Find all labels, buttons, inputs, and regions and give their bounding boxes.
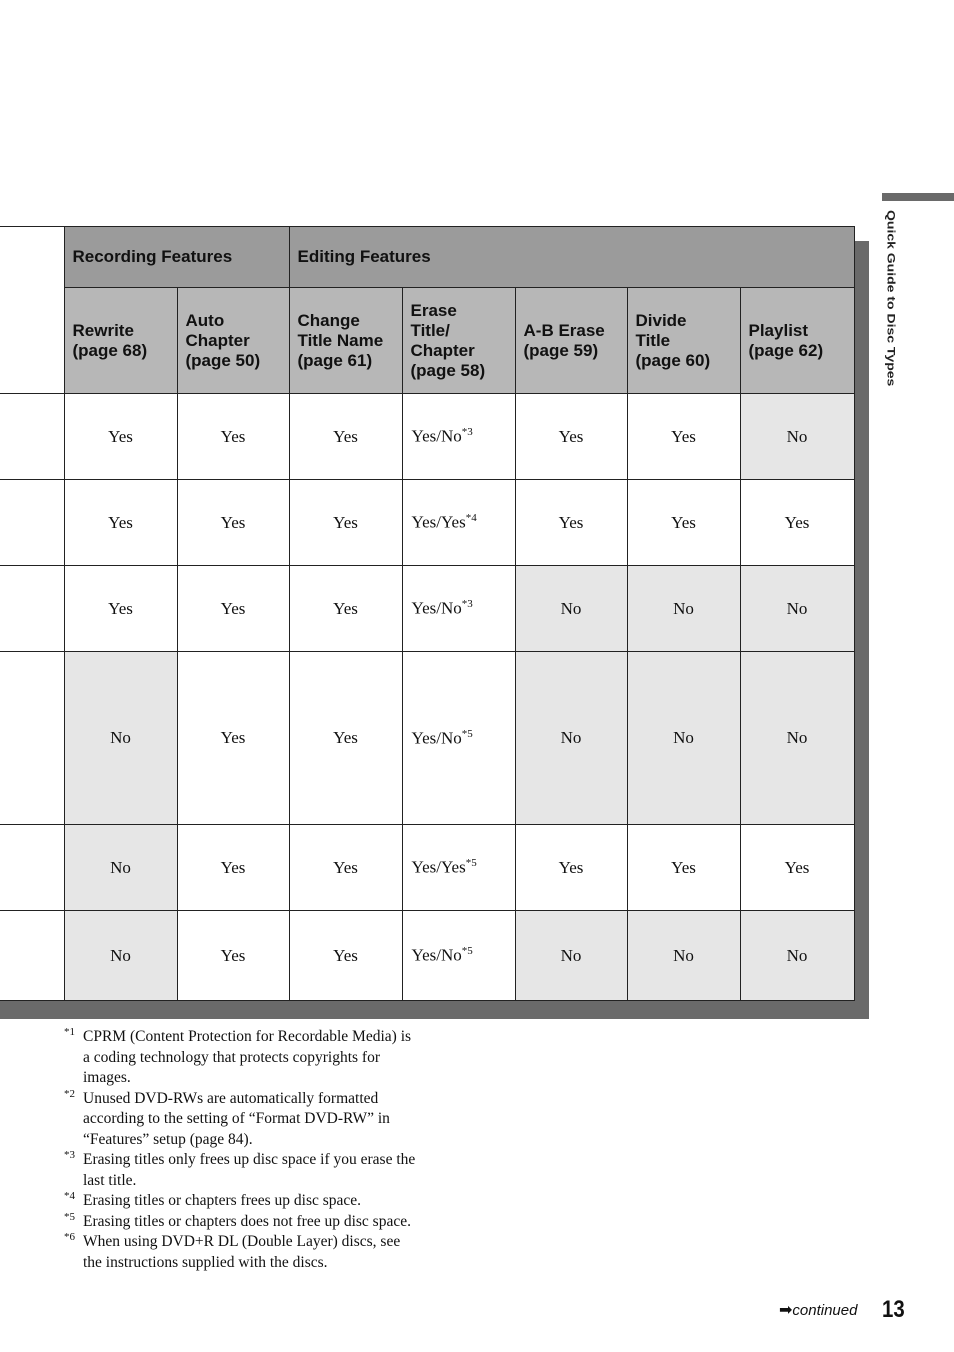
table-cell [402,911,515,1001]
cell-value: Yes/Yes [411,857,466,877]
cell-value: Yes/No [411,728,462,748]
table-cell [627,911,740,1001]
footnote-line: Unused DVD-RWs are automatically formatted [83,1089,379,1107]
table-cell [64,566,177,652]
column-header [740,288,854,394]
cell-value: Yes [220,426,246,446]
column-header-line: (page 58) [410,360,486,380]
table-cell [740,911,854,1001]
column-header [289,288,402,394]
cell-value: Yes [671,857,696,877]
group-header-recording: Recording Features [64,227,289,288]
footnote [64,1027,454,1089]
disc-type-cell [0,566,64,652]
table-cell [177,911,289,1001]
footnote-line: last title. [83,1171,137,1189]
cell-value: No [786,945,808,965]
table-body [0,394,854,1001]
cell-value: No [110,728,131,747]
column-header-line: (page 61) [297,350,373,370]
table-cell [177,825,289,911]
footnote [64,1089,454,1151]
cell-value: Yes [333,426,358,446]
footnote-line: Erasing titles or chapters does not free up disc space. [83,1212,411,1230]
footnote-line: When using DVD+R DL (Double Layer) discs, see [83,1233,401,1250]
cell-value: No [673,945,694,965]
cell-value: Yes [220,728,246,747]
footnote-line: images. [83,1069,131,1086]
table-cell [515,566,627,652]
table-cell [64,394,177,480]
footnote [64,1232,454,1273]
table-cell [402,652,515,825]
column-header-row [0,288,854,394]
table-cell [515,480,627,566]
cell-value: Yes [671,512,696,532]
table-cell [740,825,854,911]
table-cell [402,566,515,652]
cell-value: Yes [108,426,133,446]
footnote-ref: *4 [465,512,477,525]
cell-value: Yes [108,598,133,618]
cell-value: No [110,857,131,877]
footnote-line: CPRM (Content Protection for Recordable Media) is [83,1028,412,1045]
footnote-ref: *3 [461,598,473,611]
column-header [515,288,627,394]
cell-value: Yes [220,945,246,965]
column-header-line: Auto [185,310,225,330]
cell-value: No [560,728,582,747]
cell-value: Yes [671,426,696,446]
cell-value: Yes/Yes [411,512,466,532]
cell-value: Yes [333,945,358,965]
footnote-mark: *5 [64,1210,75,1223]
cell-value: No [673,728,694,747]
table-row [0,566,854,652]
feature-table-wrapper [0,226,854,1001]
section-tab-bar [882,193,954,201]
table-cell [64,480,177,566]
column-header-line: Title Name [297,330,384,350]
cell-value: No [786,728,808,747]
table-cell [177,652,289,825]
footnote-ref: *3 [461,426,473,439]
cell-value: Yes [784,857,810,877]
cell-value: No [560,945,582,965]
disc-type-cell [0,480,64,566]
column-header-line: Erase [410,300,457,320]
cell-value: No [786,598,808,618]
disc-type-column-header [0,227,64,394]
column-header-line: Title/ [410,320,450,340]
column-header [627,288,740,394]
footnote-line: Erasing titles only frees up disc space if you erase the [83,1151,416,1168]
table-cell [177,480,289,566]
table-cell [740,652,854,825]
table-cell [627,652,740,825]
table-row [0,911,854,1001]
column-header-line: A-B Erase [523,320,605,340]
footnote-ref: *5 [461,727,473,740]
cell-value: Yes [220,598,246,618]
footnote-mark: *4 [64,1190,75,1202]
table-row [0,480,854,566]
cell-value: Yes [333,512,358,532]
table-cell [515,652,627,825]
disc-type-cell [0,825,64,911]
cell-value: No [673,598,694,618]
cell-value: Yes [220,857,246,877]
table-cell [740,566,854,652]
column-header [402,288,515,394]
table-cell [627,566,740,652]
table-cell [402,825,515,911]
cell-value: No [786,426,808,446]
table-row [0,825,854,911]
table-cell [289,480,402,566]
arrow-right-icon: ➡ [779,1302,793,1319]
disc-type-cell [0,652,64,825]
table-cell [402,480,515,566]
footnote-ref: *5 [465,857,477,870]
table-cell [740,480,854,566]
column-header-line: (page 62) [748,340,824,360]
cell-value: Yes [333,728,358,747]
footnote-mark: *6 [64,1231,75,1243]
footnote [64,1191,454,1212]
table-cell [627,394,740,480]
page-number: 13 [882,1296,905,1323]
cell-value: Yes [333,857,358,877]
table-cell [177,566,289,652]
column-header-line: Chapter [410,340,475,360]
column-header-line: (page 50) [185,350,261,370]
table-cell [64,825,177,911]
footnote-line: a coding technology that protects copyrights for [83,1048,381,1066]
cell-value: Yes [108,512,133,532]
cell-value: No [110,945,131,965]
table-cell [64,911,177,1001]
cell-value: Yes/No [411,945,462,965]
column-header-line: Chapter [185,330,250,350]
column-header-line: Playlist [748,320,809,340]
table-cell [627,825,740,911]
table-cell [740,394,854,480]
table-cell [289,825,402,911]
cell-value: Yes [558,426,584,446]
cell-value: Yes/No [411,598,462,618]
cell-value: Yes [333,598,358,618]
continued-label: continued [792,1302,858,1319]
column-header-line: Change [297,310,360,330]
footnote-line: “Features” setup (page 84). [83,1130,253,1148]
footnote-mark: *3 [64,1149,75,1161]
disc-feature-table [0,226,855,1001]
table-cell [289,566,402,652]
column-header-line: (page 68) [72,340,148,360]
section-tab-label: Quick Guide to Disc Types [885,210,899,387]
cell-value: Yes [784,512,810,532]
cell-value: Yes/No [411,426,462,446]
disc-type-cell [0,911,64,1001]
column-header-line: (page 59) [523,340,599,360]
disc-type-cell [0,394,64,480]
column-header-line: Title [635,330,671,350]
table-cell [515,394,627,480]
footnote-line: according to the setting of “Format DVD-RW” in [83,1110,390,1127]
table-cell [177,394,289,480]
column-header-line: (page 60) [635,350,711,370]
table-cell [64,652,177,825]
table-row [0,394,854,480]
table-cell [289,652,402,825]
footnote-mark: *1 [64,1026,75,1038]
table-cell [515,825,627,911]
continued-indicator [779,1300,857,1320]
footnote [64,1212,454,1233]
footnote-mark: *2 [64,1087,75,1100]
table-row [0,652,854,825]
table-cell [289,394,402,480]
cell-value: Yes [558,857,584,877]
footnote-ref: *5 [461,945,473,958]
table-cell [402,394,515,480]
table-cell [289,911,402,1001]
column-header-line: Rewrite [72,320,134,340]
cell-value: Yes [220,512,246,532]
table-cell [627,480,740,566]
cell-value: No [560,598,582,618]
table-cell [515,911,627,1001]
column-header-line: Divide [635,310,687,330]
footnote-line: Erasing titles or chapters frees up disc space. [83,1192,362,1209]
group-header-editing: Editing Features [289,227,854,288]
column-header [64,288,177,394]
column-header [177,288,289,394]
cell-value: Yes [558,512,584,532]
footnote [64,1150,454,1191]
footnote-line: the instructions supplied with the discs. [83,1253,328,1271]
group-header-row [0,227,854,288]
footnotes [64,1027,454,1273]
